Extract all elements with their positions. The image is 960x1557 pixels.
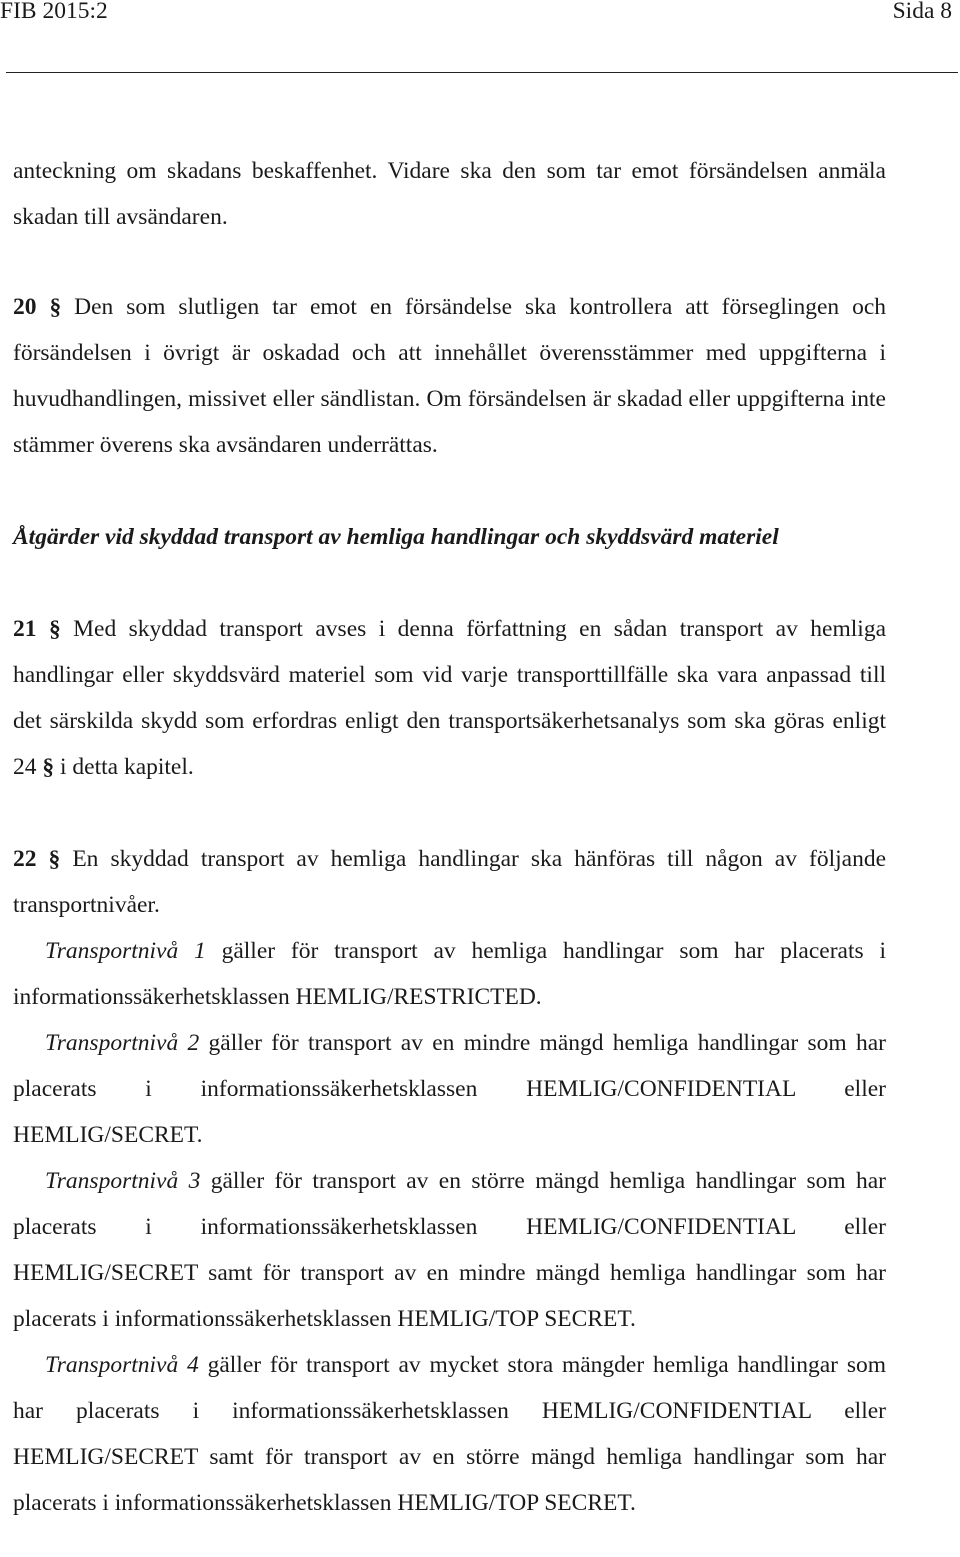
section-sign: § [49, 294, 62, 320]
page-header [0, 0, 960, 24]
paragraph-text: En skyddad transport av hemliga handlingar ska hänföras till någon av följande transportnivåer. [13, 846, 887, 918]
level-name: Transportnivå 3 [45, 1168, 201, 1194]
transport-level-3 [13, 1158, 886, 1342]
paragraph-text-end: i detta kapitel. [54, 754, 194, 780]
transport-level-2 [13, 1020, 886, 1158]
paragraph-text: Den som slutligen tar emot en försändelse ska kontrollera att förseglingen och försändelsen i övrigt är oskadad och att innehållet överensstämmer med uppgifterna i huvudhandlingen, missivet eller sändlistan. Om försändelsen är skadad eller uppgifterna inte stämmer överens ska avsändaren underrättas. [13, 294, 887, 458]
paragraph-21 [13, 606, 886, 790]
paragraph-22 [13, 836, 886, 928]
page-number: Sida 8 [892, 0, 952, 24]
section-sign: § [48, 846, 61, 872]
document-body [13, 148, 886, 1526]
section-number: 21 [13, 616, 37, 642]
section-number: 20 [13, 294, 37, 320]
section-heading: Åtgärder vid skyddad transport av hemliga handlingar och skyddsvärd materiel [13, 524, 779, 550]
transport-level-4 [13, 1342, 886, 1526]
section-number: 22 [13, 846, 37, 872]
document-id: FIB 2015:2 [0, 0, 108, 24]
section-sign-inline: § [42, 754, 55, 780]
level-name: Transportnivå 4 [45, 1352, 199, 1378]
level-name: Transportnivå 2 [45, 1030, 200, 1056]
header-divider [6, 72, 958, 73]
transport-level-1 [13, 928, 886, 1020]
level-text: gäller för transport av en större mängd hemliga handlingar som har placerats i informationssäkerhetsklassen HEMLIG/CONFIDENTIAL eller HEMLIG/SECRET samt för transport av en mindre mängd hemliga handlingar som har placerats i informationssäkerhetsklassen HEMLIG/TOP SECRET. [13, 1168, 886, 1332]
level-text: gäller för transport av mycket stora mängder hemliga handlingar som har placerats i informationssäkerhetsklassen HEMLIG/CONFIDENTIAL eller HEMLIG/SECRET samt för transport av en större mängd hemliga handlingar som har placerats i informationssäkerhetsklassen HEMLIG/TOP SECRET. [13, 1352, 886, 1516]
paragraph-20 [13, 284, 886, 468]
level-name: Transportnivå 1 [45, 938, 206, 964]
level-text: gäller för transport av hemliga handlingar som har placerats i informationssäkerhetsklassen HEMLIG/RESTRICTED. [13, 938, 887, 1010]
section-sign: § [48, 616, 61, 642]
level-text: gäller för transport av en mindre mängd hemliga handlingar som har placerats i informationssäkerhetsklassen HEMLIG/CONFIDENTIAL eller HEMLIG/SECRET. [13, 1030, 886, 1148]
paragraph-intro: anteckning om skadans beskaffenhet. Vidare ska den som tar emot försändelsen anmäla skadan till avsändaren. [13, 158, 886, 230]
paragraph-text: Med skyddad transport avses i denna författning en sådan transport av hemliga handlingar eller skyddsvärd materiel som vid varje transporttillfälle ska vara anpassad till det särskilda skydd som erfordras enligt den transportsäkerhetsanalys som ska göras enligt 24 [13, 616, 886, 780]
